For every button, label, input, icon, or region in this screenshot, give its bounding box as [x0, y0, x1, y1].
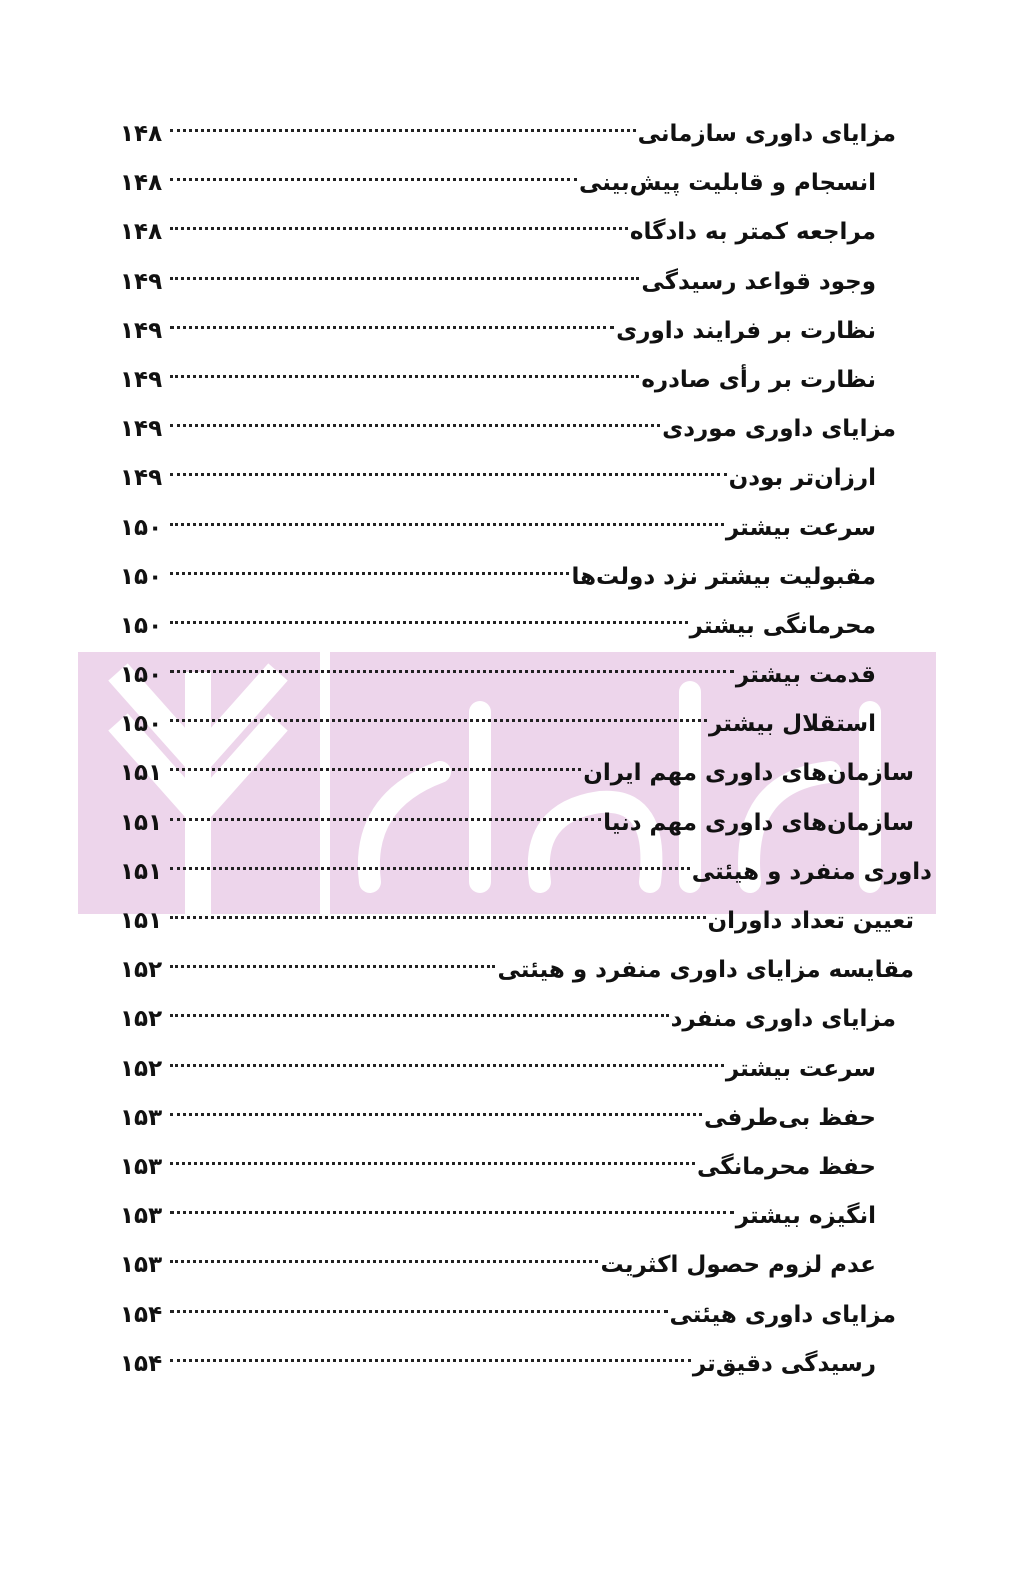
- dot-leader: [170, 1064, 724, 1067]
- toc-page-number: ۱۵۲: [120, 957, 163, 984]
- toc-entry: [0, 1192, 1018, 1241]
- toc-entry: [0, 1143, 1018, 1192]
- toc-entry-title: مراجعه کمتر به دادگاه: [629, 219, 876, 246]
- toc-entry-title: حفظ بی‌طرفی: [704, 1104, 876, 1131]
- toc-page-number: ۱۵۱: [120, 809, 163, 836]
- dot-leader: [170, 227, 628, 230]
- toc-page-number: ۱۴۹: [120, 465, 163, 492]
- dot-leader: [170, 277, 639, 280]
- toc-entry: [0, 1241, 1018, 1290]
- dot-leader: [170, 129, 636, 132]
- toc-entry: [0, 651, 1018, 700]
- toc-entry: [0, 307, 1018, 356]
- toc-entry-title: مزایای داوری هیئتی: [669, 1301, 896, 1328]
- dot-leader: [170, 621, 688, 624]
- toc-entry: [0, 700, 1018, 749]
- toc-entry-title: تعیین تعداد داوران: [707, 908, 914, 934]
- toc-page-number: ۱۴۹: [120, 416, 163, 443]
- dot-leader: [170, 424, 660, 427]
- toc-page-number: ۱۵۱: [120, 908, 163, 934]
- toc-page-number: ۱۵۰: [120, 612, 163, 639]
- toc-entry: [0, 1094, 1018, 1143]
- toc-entry: [0, 1045, 1018, 1094]
- toc-page-number: ۱۴۹: [120, 366, 163, 393]
- dot-leader: [170, 1211, 734, 1214]
- toc-page-number: ۱۴۸: [120, 121, 163, 147]
- toc-entry: [0, 553, 1018, 602]
- dot-leader: [170, 572, 569, 575]
- toc-page-number: ۱۵۲: [120, 1006, 163, 1033]
- toc-page-number: ۱۵۰: [120, 514, 163, 541]
- toc-entry: [0, 258, 1018, 307]
- toc-entry-title: قدمت بیشتر: [735, 662, 876, 689]
- toc-page-number: ۱۵۰: [120, 711, 163, 738]
- toc-entry: [0, 208, 1018, 257]
- dot-leader: [170, 178, 577, 181]
- dot-leader: [170, 1260, 598, 1263]
- toc-page-number: ۱۵۴: [120, 1350, 163, 1377]
- dot-leader: [170, 719, 707, 722]
- toc-page-number: ۱۴۹: [120, 317, 163, 344]
- toc-entry: [0, 405, 1018, 454]
- dot-leader: [170, 375, 639, 378]
- toc-page-number: ۱۵۴: [120, 1301, 163, 1328]
- toc-entry-title: مزایای داوری موردی: [662, 416, 896, 443]
- toc-entry: [0, 454, 1018, 503]
- toc-page-number: ۱۵۳: [120, 1203, 163, 1230]
- toc-entry-title: سرعت بیشتر: [725, 514, 876, 541]
- toc-entry-title: مقایسه مزایای داوری منفرد و هیئتی: [497, 957, 914, 984]
- toc-entry-title: عدم لزوم حصول اکثریت: [600, 1252, 876, 1279]
- toc-page-number: ۱۵۱: [120, 858, 163, 885]
- dot-leader: [170, 867, 690, 870]
- toc-entry-title: سازمان‌های داوری مهم دنیا: [603, 809, 914, 836]
- toc-entry-title: مزایای داوری سازمانی: [637, 121, 896, 147]
- toc-entry: [0, 848, 1018, 897]
- toc-entry: [0, 602, 1018, 651]
- toc-entry: [0, 799, 1018, 848]
- toc-entry: [0, 159, 1018, 208]
- toc-entry: [0, 110, 1018, 159]
- toc-entry: [0, 897, 1018, 946]
- dot-leader: [170, 670, 734, 673]
- toc-entry: [0, 356, 1018, 405]
- table-of-contents: [0, 110, 1018, 1389]
- dot-leader: [170, 818, 601, 821]
- toc-entry-title: نظارت بر رأی صادره: [641, 366, 876, 393]
- toc-entry-title: سازمان‌های داوری مهم ایران: [583, 760, 914, 787]
- dot-leader: [170, 473, 727, 476]
- toc-entry-title: وجود قواعد رسیدگی: [641, 268, 876, 295]
- toc-entry-title: داوری منفرد و هیئتی: [691, 858, 932, 885]
- toc-entry: [0, 749, 1018, 798]
- toc-page-number: ۱۴۸: [120, 170, 163, 197]
- toc-entry: [0, 1340, 1018, 1389]
- toc-entry-title: انسجام و قابلیت پیش‌بینی: [579, 170, 876, 197]
- dot-leader: [170, 1162, 695, 1165]
- dot-leader: [170, 523, 724, 526]
- dot-leader: [170, 1310, 668, 1313]
- dot-leader: [170, 916, 706, 919]
- toc-page-number: ۱۵۲: [120, 1055, 163, 1082]
- toc-page-number: ۱۴۸: [120, 219, 163, 246]
- toc-entry-title: انگیزه بیشتر: [735, 1203, 876, 1230]
- toc-entry-title: محرمانگی بیشتر: [689, 612, 876, 639]
- toc-page-number: ۱۴۹: [120, 268, 163, 295]
- dot-leader: [170, 1113, 702, 1116]
- dot-leader: [170, 768, 581, 771]
- toc-entry-title: حفظ محرمانگی: [696, 1153, 876, 1180]
- toc-entry: [0, 1291, 1018, 1340]
- toc-entry-title: سرعت بیشتر: [725, 1055, 876, 1082]
- toc-entry: [0, 995, 1018, 1044]
- toc-entry-title: نظارت بر فرایند داوری: [616, 317, 876, 344]
- toc-page-number: ۱۵۰: [120, 563, 163, 590]
- dot-leader: [170, 965, 495, 968]
- toc-entry-title: استقلال بیشتر: [709, 711, 876, 738]
- dot-leader: [170, 1014, 669, 1017]
- dot-leader: [170, 1359, 691, 1362]
- toc-entry-title: مقبولیت بیشتر نزد دولت‌ها: [571, 563, 876, 590]
- toc-page-number: ۱۵۳: [120, 1104, 163, 1131]
- toc-entry: [0, 504, 1018, 553]
- toc-page-number: ۱۵۱: [120, 760, 163, 787]
- toc-entry-title: مزایای داوری منفرد: [670, 1006, 896, 1033]
- toc-page-number: ۱۵۳: [120, 1153, 163, 1180]
- dot-leader: [170, 326, 614, 329]
- toc-entry-title: رسیدگی دقیق‌تر: [692, 1350, 876, 1377]
- toc-page-number: ۱۵۰: [120, 662, 163, 689]
- toc-page-number: ۱۵۳: [120, 1252, 163, 1279]
- toc-entry-title: ارزان‌تر بودن: [728, 465, 876, 492]
- toc-entry: [0, 946, 1018, 995]
